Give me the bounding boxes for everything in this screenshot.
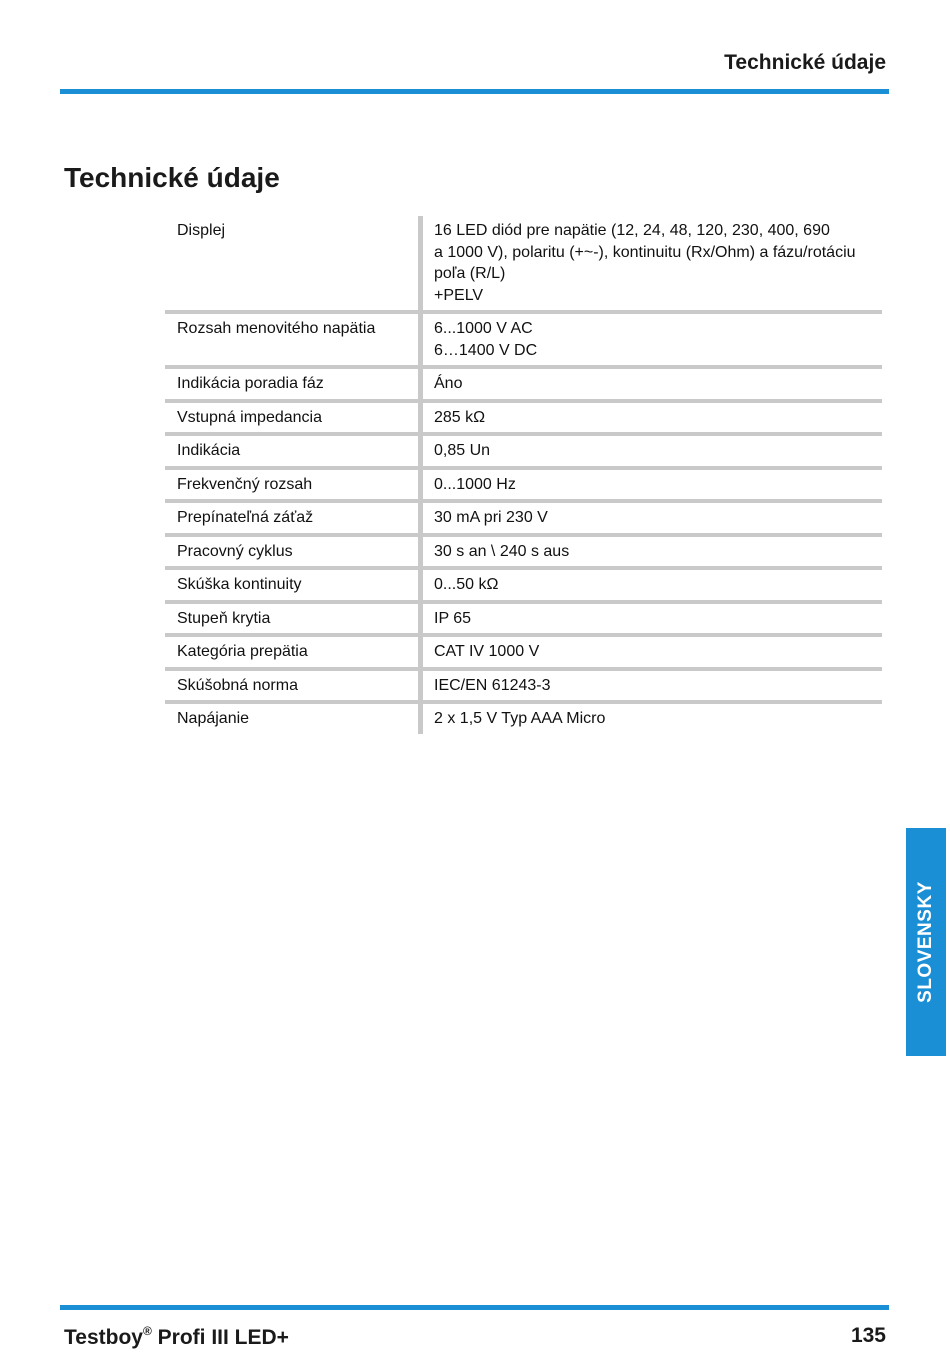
spec-label: Displej (165, 216, 423, 310)
footer-product: Profi III LED+ (151, 1326, 289, 1349)
spec-value-line: 30 s an \ 240 s aus (434, 542, 570, 560)
spec-value-line: poľa (R/L) (434, 265, 506, 282)
registered-mark: ® (142, 1324, 152, 1338)
spec-row (165, 470, 882, 504)
spec-label: Kategória prepätia (165, 637, 423, 667)
language-tab (906, 828, 946, 1056)
spec-value-line: IEC/EN 61243-3 (434, 676, 551, 694)
spec-value (423, 570, 882, 600)
language-tab-label: SLOVENSKY (915, 881, 936, 1003)
footer-rule (60, 1305, 889, 1310)
spec-value-line: CAT IV 1000 V (434, 643, 540, 660)
spec-value (423, 436, 882, 466)
spec-table (165, 216, 882, 734)
spec-value-line: +PELV (434, 286, 484, 304)
spec-label: Indikácia poradia fáz (165, 369, 423, 399)
spec-value (423, 314, 882, 365)
spec-row (165, 436, 882, 470)
spec-label: Frekvenčný rozsah (165, 470, 423, 500)
spec-label: Rozsah menovitého napätia (165, 314, 423, 365)
spec-label: Skúška kontinuity (165, 570, 423, 600)
page-title: Technické údaje (64, 162, 280, 193)
spec-value-line: Áno (434, 375, 463, 392)
spec-row (165, 537, 882, 571)
spec-row (165, 671, 882, 705)
spec-value (423, 369, 882, 399)
running-header-title: Technické údaje (724, 51, 886, 74)
spec-value (423, 671, 882, 701)
spec-value (423, 604, 882, 634)
spec-label: Napájanie (165, 704, 423, 734)
spec-value (423, 470, 882, 500)
spec-row (165, 570, 882, 604)
spec-value-line: 285 kΩ (434, 408, 486, 426)
spec-row (165, 369, 882, 403)
spec-row (165, 604, 882, 638)
footer-brand: Testboy (64, 1326, 143, 1349)
spec-value (423, 704, 882, 734)
spec-value-line: IP 65 (434, 609, 472, 627)
spec-value-line: 0...50 kΩ (434, 576, 499, 593)
footer-product-name (64, 1324, 289, 1350)
spec-value (423, 537, 882, 567)
header-rule (60, 89, 889, 94)
spec-value (423, 216, 882, 310)
spec-value-line: 6…1400 V DC (434, 341, 538, 359)
spec-label: Skúšobná norma (165, 671, 423, 701)
spec-value (423, 403, 882, 433)
spec-row (165, 637, 882, 671)
spec-value-line: 16 LED diód pre napätie (12, 24, 48, 120, 230, 400, 690 (434, 222, 830, 239)
spec-value-line: 6...1000 V AC (434, 320, 533, 337)
spec-row (165, 704, 882, 734)
spec-label: Pracovný cyklus (165, 537, 423, 567)
spec-value-line: 0,85 Un (434, 442, 491, 459)
spec-label: Vstupná impedancia (165, 403, 423, 433)
spec-value-line: 2 x 1,5 V Typ AAA Micro (434, 710, 606, 727)
spec-label: Indikácia (165, 436, 423, 466)
spec-row (165, 503, 882, 537)
spec-value (423, 637, 882, 667)
spec-value-line: 0...1000 Hz (434, 475, 516, 493)
spec-row (165, 403, 882, 437)
spec-label: Prepínateľná záťaž (165, 503, 423, 533)
spec-value-line: a 1000 V), polaritu (+~-), kontinuitu (Rx/Ohm) a fázu/rotáciu (434, 243, 856, 261)
spec-label: Stupeň krytia (165, 604, 423, 634)
spec-value (423, 503, 882, 533)
spec-row (165, 216, 882, 314)
spec-value-line: 30 mA pri 230 V (434, 509, 548, 526)
spec-row (165, 314, 882, 369)
page-number: 135 (850, 1324, 886, 1347)
